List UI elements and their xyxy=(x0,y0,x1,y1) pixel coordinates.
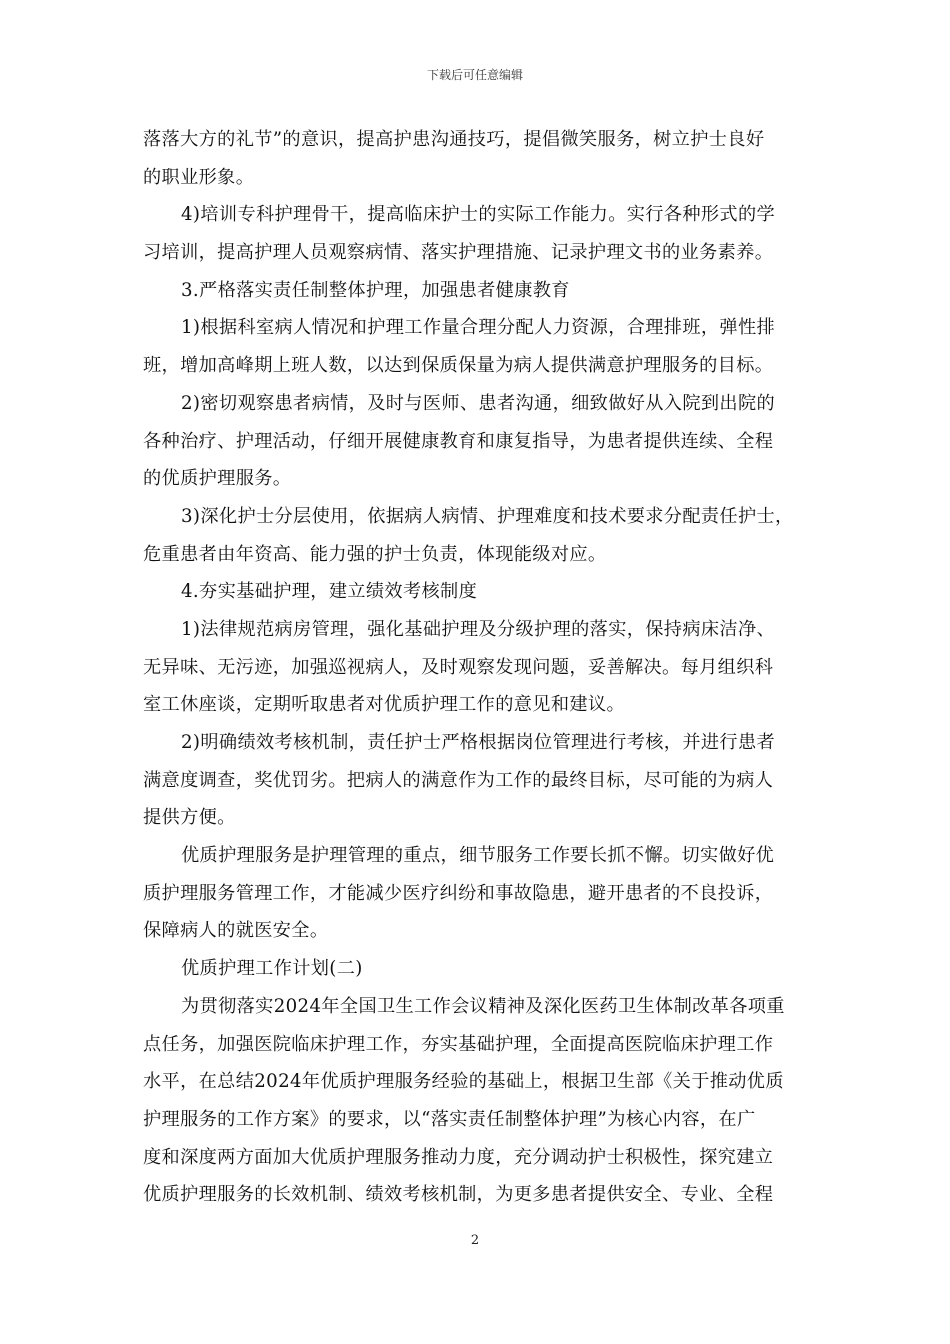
page-header: 下载后可任意编辑 xyxy=(426,68,523,82)
text-line: 3)深化护士分层使用，依据病人病情、护理难度和技术要求分配责任护士， xyxy=(181,505,794,527)
text-line: 度和深度两方面加大优质护理服务推动力度，充分调动护士积极性，探究建立 xyxy=(143,1146,774,1168)
text-line: 室工休座谈，定期听取患者对优质护理工作的意见和建议。 xyxy=(143,694,625,716)
text-line: 的职业形象。 xyxy=(143,166,255,188)
text-line: 护理服务的工作方案》的要求，以“落实责任制整体护理”为核心内容，在广 xyxy=(143,1108,756,1130)
section-title: 优质护理工作计划(二) xyxy=(181,958,363,980)
text-line: 落落大方的礼节”的意识，提高护患沟通技巧，提倡微笑服务，树立护士良好 xyxy=(143,129,765,150)
text-line: 2)明确绩效考核机制，责任护士严格根据岗位管理进行考核，并进行患者 xyxy=(181,732,776,753)
text-line: 点任务，加强医院临床护理工作，夯实基础护理，全面提高医院临床护理工作 xyxy=(143,1033,774,1055)
text-line: 各种治疗、护理活动，仔细开展健康教育和康复指导，为患者提供连续、全程 xyxy=(143,430,774,452)
text-line: 优质护理服务的长效机制、绩效考核机制，为更多患者提供安全、专业、全程 xyxy=(143,1184,774,1206)
text-line: 为贯彻落实2024年全国卫生工作会议精神及深化医药卫生体制改革各项重 xyxy=(181,995,785,1017)
text-line: 提供方便。 xyxy=(143,807,236,829)
text-line: 班，增加高峰期上班人数，以达到保质保量为病人提供满意护理服务的目标。 xyxy=(143,355,774,377)
section-heading: 3.严格落实责任制整体护理，加强患者健康教育 xyxy=(181,279,570,301)
text-line: 习培训，提高护理人员观察病情、落实护理措施、记录护理文书的业务素养。 xyxy=(143,242,774,264)
text-line: 满意度调查，奖优罚劣。把病人的满意作为工作的最终目标，尽可能的为病人 xyxy=(143,769,774,791)
text-line: 质护理服务管理工作，才能减少医疗纠纷和事故隐患，避开患者的不良投诉， xyxy=(143,882,774,904)
page-number: 2 xyxy=(470,1233,480,1248)
text-line: 无异味、无污迹，加强巡视病人，及时观察发现问题，妥善解决。每月组织科 xyxy=(143,656,774,678)
text-line: 1)根据科室病人情况和护理工作量合理分配人力资源，合理排班，弹性排 xyxy=(181,317,776,339)
section-heading: 4.夯实基础护理，建立绩效考核制度 xyxy=(181,581,478,603)
text-line: 危重患者由年资高、能力强的护士负责，体现能级对应。 xyxy=(143,543,607,565)
text-line: 1)法律规范病房管理，强化基础护理及分级护理的落实，保持病床洁净、 xyxy=(181,618,776,640)
text-line: 2)密切观察患者病情，及时与医师、患者沟通，细致做好从入院到出院的 xyxy=(181,392,776,414)
text-line: 水平，在总结2024年优质护理服务经验的基础上，根据卫生部《关于推动优质 xyxy=(143,1071,784,1093)
text-line: 的优质护理服务。 xyxy=(143,468,292,490)
text-line: 优质护理服务是护理管理的重点，细节服务工作要长抓不懈。切实做好优 xyxy=(181,845,775,867)
text-line: 4)培训专科护理骨干，提高临床护士的实际工作能力。实行各种形式的学 xyxy=(181,204,776,226)
document-body xyxy=(143,121,813,1214)
text-line: 保障病人的就医安全。 xyxy=(143,920,329,942)
